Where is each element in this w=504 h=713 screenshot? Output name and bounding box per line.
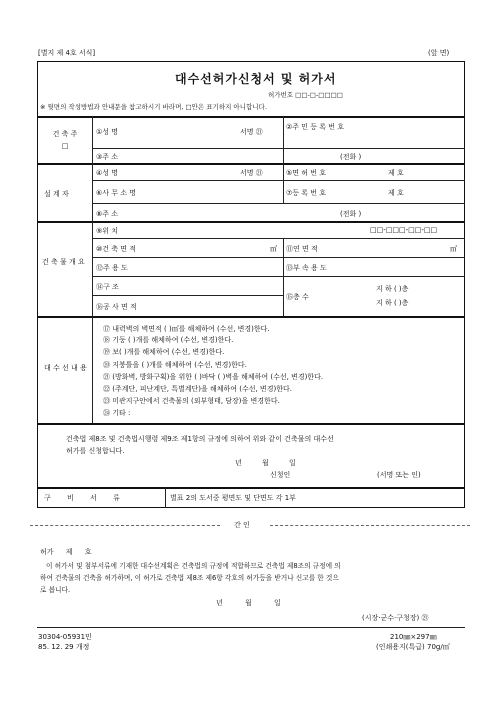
page-side: (앞 면) xyxy=(428,49,450,57)
column-divider xyxy=(283,116,284,163)
rule xyxy=(37,163,465,165)
aboveground-floors: 지 하 ( )층 xyxy=(376,299,409,307)
designer-address-label: ⑧주 소 xyxy=(96,210,119,218)
rule xyxy=(92,238,465,239)
application-text: 건축법 제8조 및 건축법시행령 제9조 제1항의 규정에 의하여 위와 같이 건축물의 대수선 xyxy=(66,435,334,443)
repair-item: ⑳ 지붕틀을 ( )개를 해체하여 (수선, 변경)한다. xyxy=(103,361,247,369)
location-label: ⑨위 치 xyxy=(96,227,119,235)
repair-section-label: 대 수 선 내 용 xyxy=(44,364,87,372)
column-divider xyxy=(92,316,93,423)
designer-reg-value: 제 호 xyxy=(388,189,404,197)
repair-item: ㉓ 미관지구안에서 건축물의 (외부형태, 담장)을 변경한다. xyxy=(103,397,280,405)
rule xyxy=(92,180,465,181)
aux-use-label: ⑬부 속 용 도 xyxy=(286,264,327,272)
rule xyxy=(37,316,465,318)
location-value: □□-□□□-□□-□□ xyxy=(370,226,438,234)
underground-floors: 지 하 ( )층 xyxy=(376,285,409,293)
repair-item: ㉒ (주계단, 피난계단, 특별계단)을 해체하여 (수선, 변경)한다. xyxy=(103,385,292,393)
work-area-label: ⑯공 사 면 적 xyxy=(96,303,137,311)
cut-line-right xyxy=(270,525,470,526)
repair-item: ⑲ 보( )개를 해체하여 (수선, 변경)한다. xyxy=(103,348,225,356)
permit-number: 허가 제 호 xyxy=(40,548,92,556)
documents-label: 구 비 서 류 xyxy=(44,494,120,502)
repair-item: ⑰ 내력벽의 벽면적 ( )㎡를 해체하여 (수선, 변경)한다. xyxy=(103,325,270,333)
column-divider xyxy=(283,238,284,316)
column-divider xyxy=(92,116,93,316)
designer-phone-label: (전화 ) xyxy=(340,210,362,218)
rule xyxy=(92,148,465,149)
floor-area-label: ⑪연 면 적 xyxy=(286,245,318,253)
application-text: 허가를 신청합니다. xyxy=(66,447,125,455)
rule xyxy=(92,276,465,277)
application-date[interactable]: 년 월 일 xyxy=(235,459,296,467)
owner-phone-label: (전화 ) xyxy=(340,153,362,161)
rule xyxy=(37,116,465,118)
building-area-unit: ㎡ xyxy=(270,245,277,253)
applicant-label: 신청인 xyxy=(270,471,291,479)
building-section-label: 건 축 물 개 요 xyxy=(42,258,85,266)
building-area-label: ⑩건 축 면 적 xyxy=(96,245,136,253)
permit-issuer: (시장·군수·구청장) ㉑ xyxy=(362,614,429,622)
rule xyxy=(37,423,465,425)
rule xyxy=(92,203,465,204)
structure-label: ⑭구 조 xyxy=(96,283,119,291)
repair-item: ㉑ (방화벽, 방화구획)을 위한 ( )바닥 ( )벽을 해체하여 (수선, 변경)한다. xyxy=(103,373,324,381)
footer-revised: 85. 12. 29 개정 xyxy=(38,643,90,651)
floor-area-unit: ㎡ xyxy=(450,245,457,253)
applicant-signature[interactable]: (서명 또는 인) xyxy=(377,471,421,479)
footer-paper: (인쇄용지(특급) 70g/㎡ xyxy=(376,643,450,651)
notice-text: ※ 뒷면의 작성방법과 안내문을 참고하시기 바라며, □안은 표기하지 아니합니다. xyxy=(40,103,267,111)
page-title: 대수선허가신청서 및 허가서 xyxy=(175,72,337,86)
owner-address-label: ③주 소 xyxy=(96,153,119,161)
footer-size: 210㎜×297㎜ xyxy=(390,633,437,641)
designer-license-label: ⑤면 허 번 호 xyxy=(286,169,326,177)
permit-body: 이 허가서 및 첨부서류에 기재한 대수선계획은 건축법의 규정에 적합하므로 건축법 제8조의 규정에 의 xyxy=(46,562,341,570)
owner-section-label: 건 축 주 □ xyxy=(52,130,78,150)
rule xyxy=(37,487,465,489)
rule xyxy=(37,221,465,223)
footer-code: 30304-05931민 xyxy=(38,633,92,641)
owner-name-label: ①성 명 xyxy=(96,128,119,136)
owner-rrn-label: ②주 민 등 록 번 호 xyxy=(286,123,344,131)
documents-value: 별표 2의 도서중 평면도 및 단면도 각 1부 xyxy=(170,494,296,502)
designer-license-value: 제 호 xyxy=(388,169,404,177)
rule xyxy=(37,627,465,628)
floors-label: ⑮층 수 xyxy=(286,293,309,301)
form-number: [별지 제 4호 서식] xyxy=(38,49,96,57)
designer-office-label: ⑥사 무 소 명 xyxy=(96,189,136,197)
permit-body: 로 봅니다. xyxy=(40,586,71,594)
designer-reg-label: ⑦등 록 번 호 xyxy=(286,189,326,197)
rule xyxy=(92,257,465,258)
column-divider xyxy=(165,487,166,508)
cut-line-label: 간 인 xyxy=(234,521,250,529)
designer-section-label: 설 계 자 xyxy=(44,190,69,198)
main-use-label: ⑫주 용 도 xyxy=(96,264,128,272)
cut-line-left xyxy=(30,525,220,526)
rule xyxy=(92,295,283,296)
permit-body: 하여 건축물의 건축을 허가하며, 이 허가로 건축법 제8조 제6항 각호의 허가등을 받거나 신고를 한 것으 xyxy=(40,574,339,582)
owner-signature[interactable]: 서명 ㉑ xyxy=(240,128,263,136)
permit-date: 년 월 일 xyxy=(216,599,281,607)
permit-number-label: 허가번호 □□-□-□□□□ xyxy=(268,91,343,99)
repair-item: ⑱ 기둥 ( )개를 해체하여 (수선, 변경)한다. xyxy=(103,336,234,344)
designer-signature[interactable]: 서명 ㉑ xyxy=(240,169,263,177)
designer-name-label: ④성 명 xyxy=(96,169,119,177)
column-divider xyxy=(283,163,284,203)
repair-item: ㉔ 기타 : xyxy=(103,409,131,417)
